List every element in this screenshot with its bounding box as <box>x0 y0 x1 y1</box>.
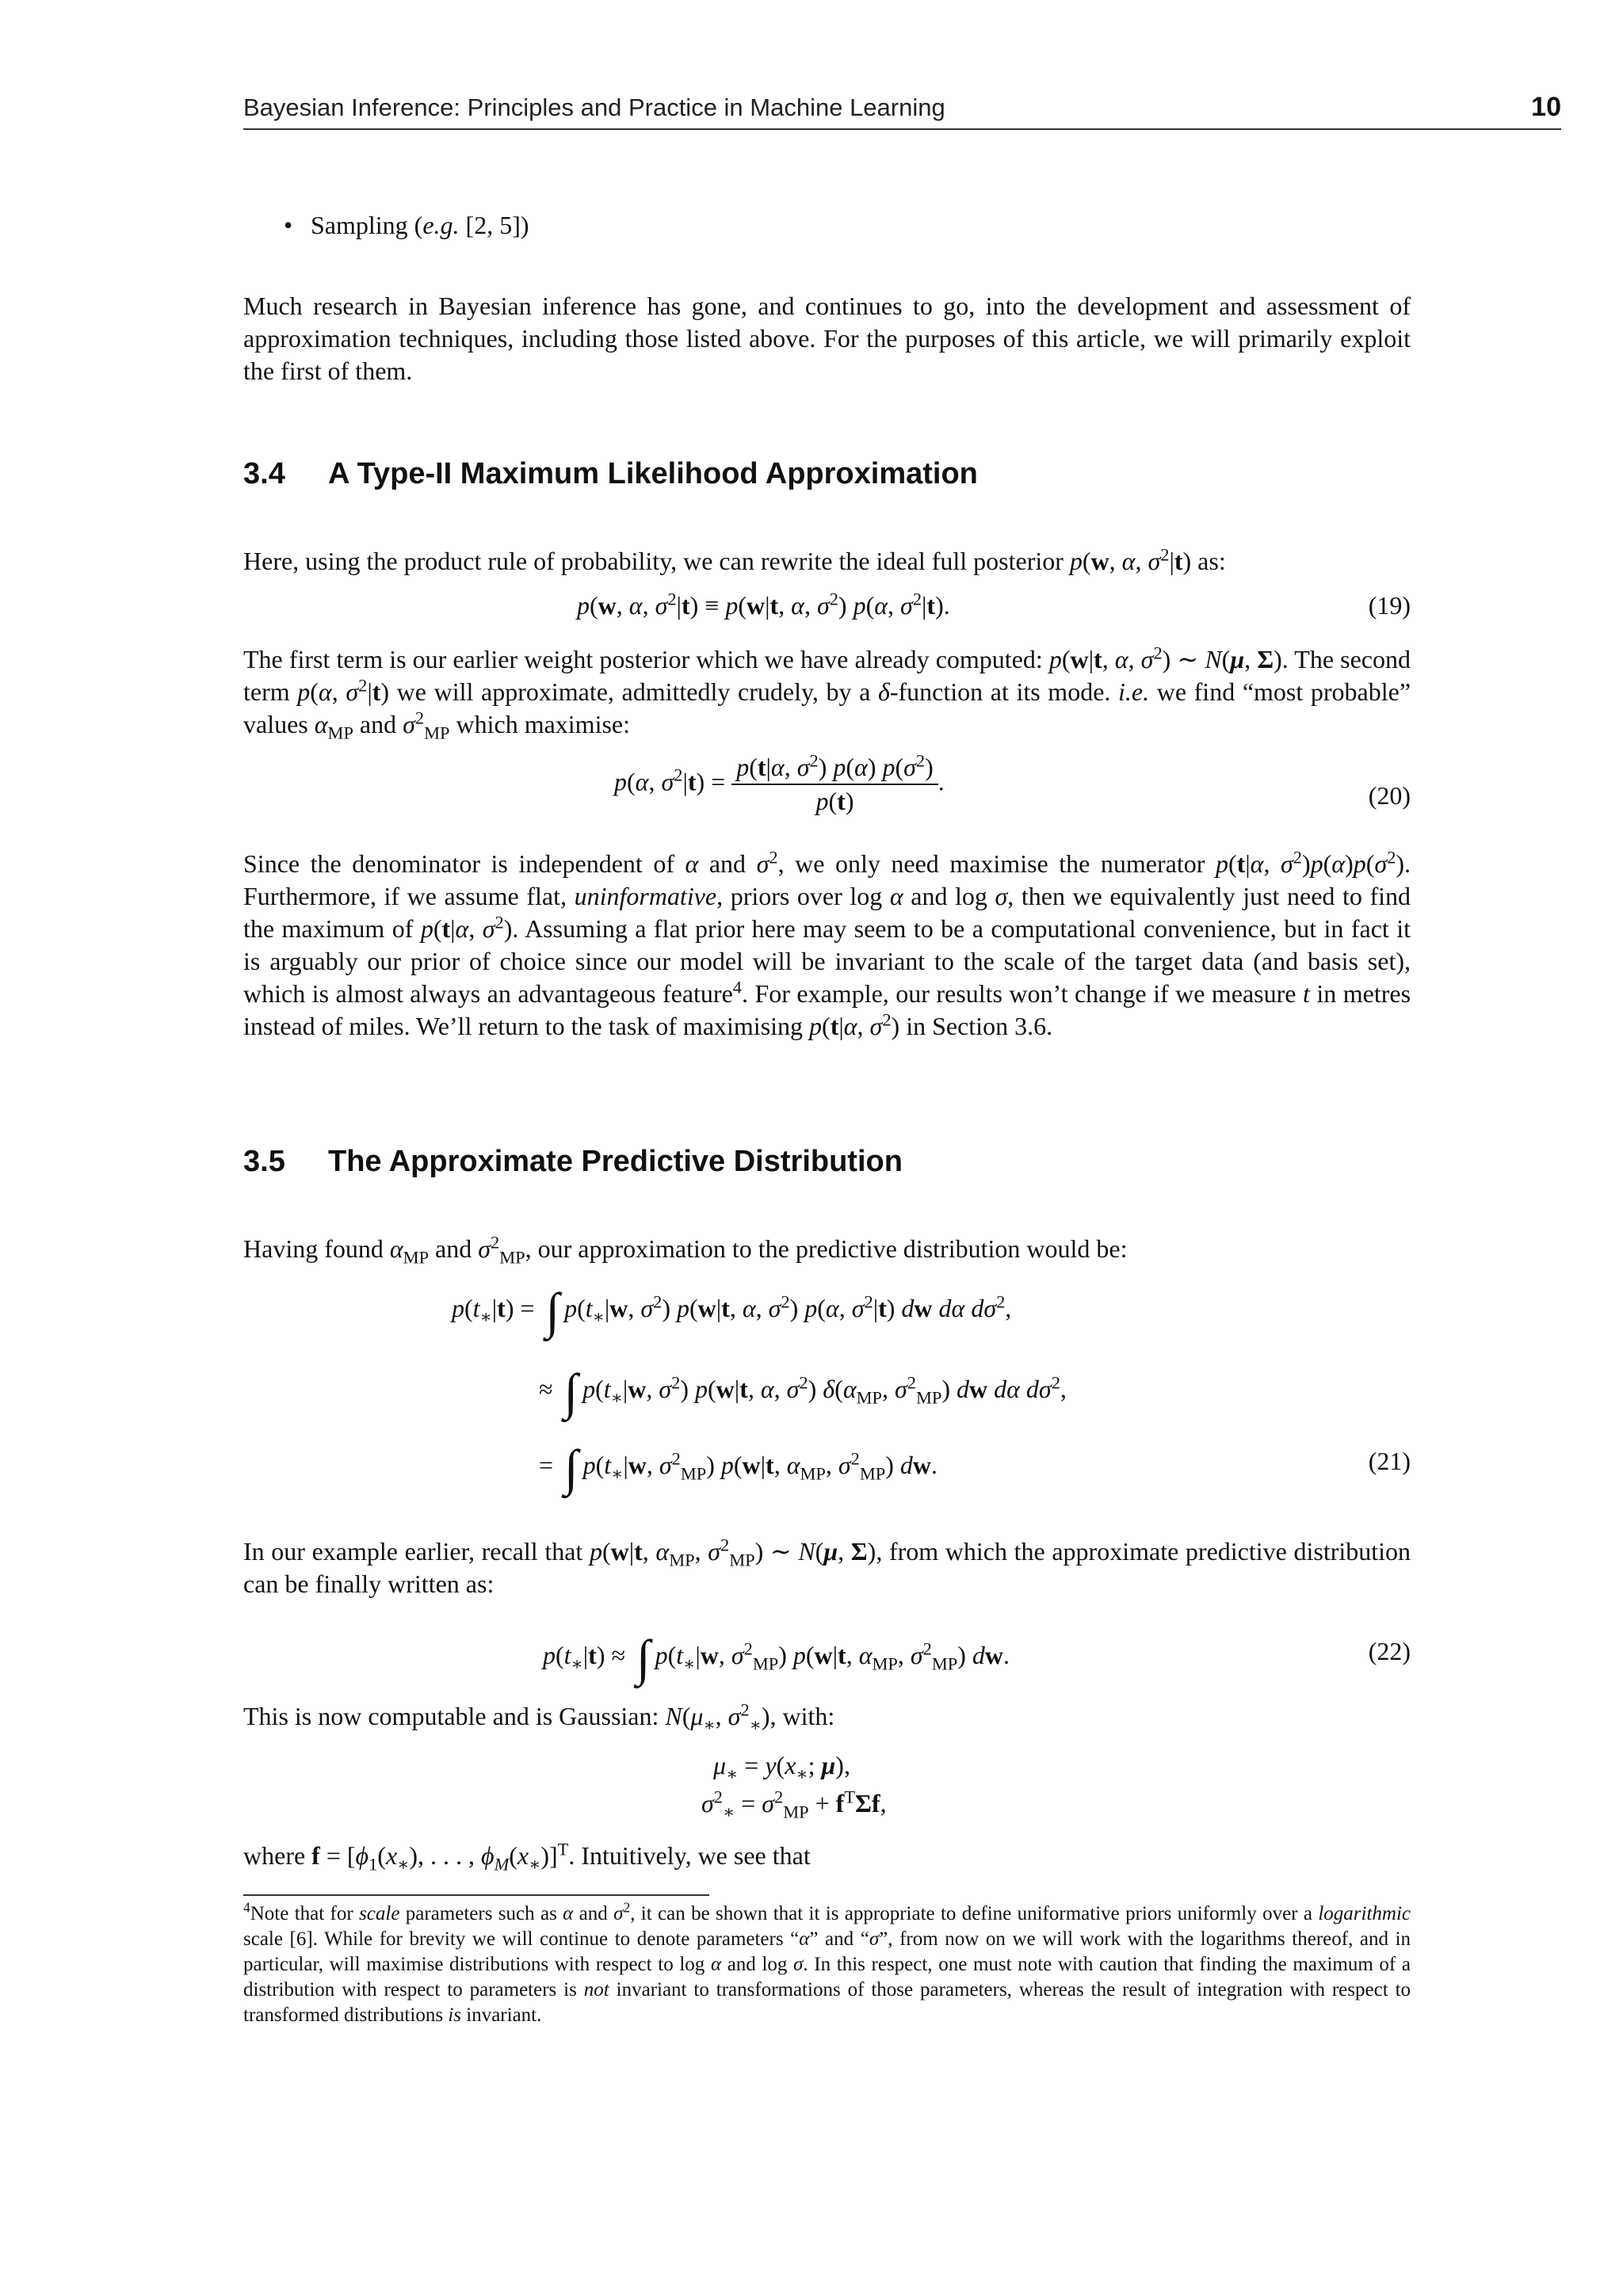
header-rule <box>243 128 1561 130</box>
bullet-dot: • <box>284 211 293 239</box>
bullet-cite: [2, 5]) <box>465 211 529 239</box>
equation-number-21: (21) <box>1368 1447 1411 1475</box>
paragraph-denominator: Since the denominator is independent of α and $\sigma^2$, we only need maximise the numerator p(t|α, $\sigma^2)p(\alpha)p(\sigma^2)$. Furthermore, if we assume flat, uninformative, priors over log α and log σ, then we equivalently just need to find the maximum of p(t|α, $\sigma^2$). Assuming a flat prior here may seem to be a computational convenience, but in fact it is arguably our prior of choice since our model will be invariant to the scale of the target data (and basis set), which is almost always an advantageous feature$^4$. For example, our results won’t change if we measure t in metres instead of miles. We’ll return to the task of maximising p(t|α, $\sigma^2$) in Section 3.6. <box>243 847 1411 1040</box>
equation-number-19: (19) <box>1368 591 1411 620</box>
equation-19: p(w, α, $\sigma^2|t) \equiv p(w|t$, α, $\sigma^2$) p(α, $\sigma^2|t$). <box>577 589 950 620</box>
paragraph-product-rule: Here, using the product rule of probability, we can rewrite the ideal full posterior p(w, α, $\sigma^2|t$) as: <box>243 544 1226 575</box>
bullet-label: Sampling <box>311 211 408 239</box>
equation-21-line-1: $p(t_∗|t)$ = ∫ $p(t_∗|w$, $\sigma^2$) p(w|t, α, $\sigma^2$) p(α, $\sigma^2|t$) dw dα $d\sigma^2$, <box>452 1283 1012 1339</box>
paragraph-where-f: where $f = [\phi_1(x_∗)$, . . . , $\phi_M(x_∗)]^T$. Intuitively, we see that <box>243 1839 811 1875</box>
equation-mu-star: $\mu_∗ = y(x_∗$; μ), <box>713 1751 850 1784</box>
paragraph-first-term: The first term is our earlier weight posterior which we have already computed: p(w|t, α, $\sigma^2$) ∼ N(μ, Σ). The second term p(α, $\sigma^2|t$) we will approximate, admittedly crudely, by a δ-function at its mode. i.e. we find “most probable” values $\alpha_{MP}$ and $\sigma^2_{MP}$ which maximise: <box>243 643 1411 743</box>
section-number: 3.4 <box>243 457 285 490</box>
equation-number-20: (20) <box>1368 781 1411 810</box>
equation-22: $p(t_∗|t)$ ≈ ∫ $p(t_∗|w$, $\sigma^2_{MP}$) p(w|t, $\alpha_{MP}$, $\sigma^2_{MP}$) dw. <box>543 1630 1010 1686</box>
bullet-item-sampling: • Sampling (e.g. [2, 5]) <box>284 211 529 239</box>
section-title: A Type-II Maximum Likelihood Approximation <box>328 457 978 490</box>
footnote-4: $^4$Note that for scale parameters such as α and $\sigma^2$, it can be shown that it is appropriate to define uniformative priors uniformly over a logarithmic scale [6]. While for brevity we will continue to denote parameters “α” and “σ”, from now on we will work with the logarithms thereof, and in particular, will maximise distributions with respect to log α and log σ. In this respect, one must note with caution that finding the maximum of a distribution with respect to parameters is not invariant to transformations of those parameters, whereas the result of integration with respect to transformed distributions is invariant. <box>243 1899 1411 2026</box>
equation-21-line-2: ≈ ∫ $p(t_∗|w$, $\sigma^2$) p(w|t, α, $\sigma^2$) $\delta(\alpha_{MP}$, $\sigma^2_{MP}$) dw dα $d\sigma^2$, <box>539 1363 1067 1420</box>
section-heading-3-5 <box>243 1145 903 1179</box>
paragraph-having-found: Having found $\alpha_{MP}$ and $\sigma^2_{MP}$, our approximation to the predictive distribution would be: <box>243 1232 1128 1268</box>
fraction: $\frac{p(t|\alpha, \sigma^2) p(\alpha) p(\sigma^2)}{p(t)}$ <box>731 753 938 816</box>
section-title: The Approximate Predictive Distribution <box>328 1145 903 1178</box>
paragraph-example-earlier: In our example earlier, recall that p(w|t, $\alpha_{MP}$, $\sigma^2_{MP}$) ∼ N(μ, Σ), from which the approximate predictive distribution can be finally written as: <box>243 1535 1411 1598</box>
section-heading-3-4 <box>243 457 978 491</box>
paragraph-computable: This is now computable and is Gaussian: $N(\mu_∗$, $\sigma^2_∗$), with: <box>243 1699 835 1735</box>
page-number: 10 <box>1531 92 1561 122</box>
section-number: 3.5 <box>243 1145 285 1178</box>
footnote-rule <box>243 1894 709 1896</box>
running-header-title: Bayesian Inference: Principles and Practice in Machine Learning <box>243 93 945 121</box>
equation-21-line-3: = ∫ $p(t_∗|w$, $\sigma^2_{MP}$) p(w|t, $\alpha_{MP}$, $\sigma^2_{MP}$) dw. <box>539 1440 938 1496</box>
equation-sigma-star: $\sigma^2_∗ = \sigma^2_{MP} + f^T\Sigma f$, <box>701 1787 887 1822</box>
equation-number-22: (22) <box>1368 1637 1411 1665</box>
intro-paragraph: Much research in Bayesian inference has gone, and continues to go, into the development and assessment of approximation techniques, including those listed above. For the purposes of this article, we will primarily exploit the first of them. <box>243 292 1411 385</box>
equation-20: p(α, $\sigma^2|t$) = $\frac{p(t|\alpha, \sigma^2) p(\alpha) p(\sigma^2)}{p(t)}$ . <box>614 750 945 815</box>
